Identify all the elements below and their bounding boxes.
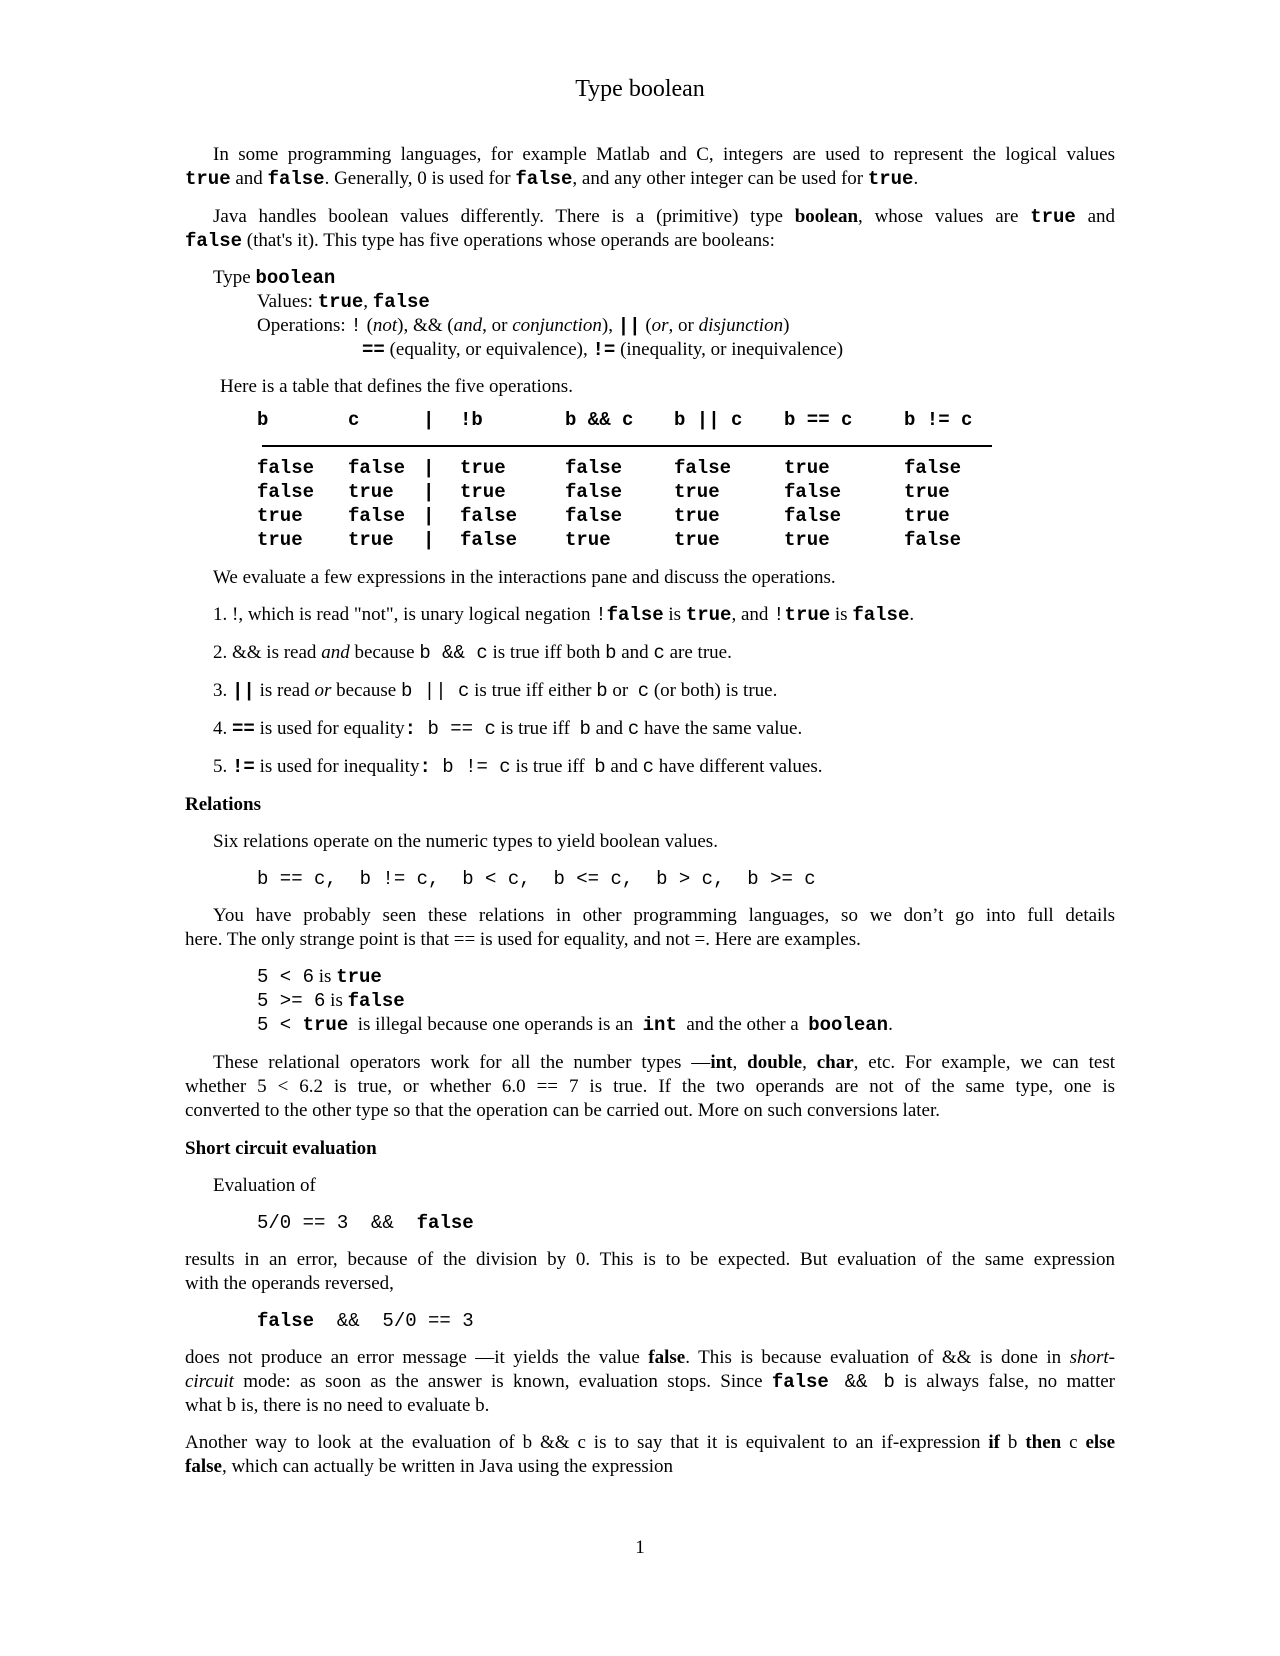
type-operations-line2: == (equality, or equivalence), != (inequality, or inequivalence)	[362, 339, 844, 361]
table-cell: true	[784, 529, 830, 551]
relations-para2-line1: These relational operators work for all the number types —int, double, char, etc. For example, we can test	[213, 1052, 1115, 1073]
para2-line1: Java handles boolean values differently. There is a (primitive) type boolean, whose values are true and	[213, 206, 1116, 228]
list-item-3: 3. || is read or because b || c is true iff either b or c (or both) is true.	[213, 680, 778, 702]
table-cell-separator: |	[423, 529, 435, 551]
list-item-2: 2. && is read and because b && c is true iff both b and c are true.	[213, 642, 732, 664]
relations-example-1: 5 < 6 is true	[257, 966, 382, 988]
table-cell: true	[904, 481, 950, 503]
table-cell: true	[348, 529, 394, 551]
table-cell-separator: |	[423, 481, 435, 503]
table-cell: false	[348, 457, 406, 479]
short-circuit-code-1: 5/0 == 3 && false	[257, 1212, 474, 1234]
table-cell-separator: |	[423, 457, 435, 479]
table-header-c: c	[348, 409, 360, 431]
table-cell: false	[784, 481, 842, 503]
table-cell: false	[348, 505, 406, 527]
page-number: 1	[635, 1537, 645, 1558]
list-item-4: 4. == is used for equality: b == c is true iff b and c have the same value.	[213, 718, 803, 740]
table-cell: false	[565, 457, 623, 479]
table-header-underline	[262, 445, 992, 447]
short-circuit-para1-line2: with the operands reversed,	[185, 1273, 394, 1294]
relations-code: b == c, b != c, b < c, b <= c, b > c, b >= c	[257, 868, 816, 890]
table-cell: false	[460, 505, 518, 527]
short-circuit-para2-line3: what b is, there is no need to evaluate b.	[185, 1395, 490, 1416]
type-operations: Operations: ! (not), && (and, or conjunction), || (or, or disjunction)	[257, 315, 790, 337]
table-header-neq: b != c	[904, 409, 973, 431]
relations-para-line1: You have probably seen these relations in other programming languages, so we don’t go into full details	[213, 905, 1115, 926]
short-circuit-eval-of: Evaluation of	[213, 1175, 316, 1196]
table-cell: true	[257, 505, 303, 527]
table-cell: false	[784, 505, 842, 527]
table-cell: true	[904, 505, 950, 527]
table-cell: true	[348, 481, 394, 503]
table-cell: true	[460, 481, 506, 503]
relations-heading: Relations	[185, 794, 261, 815]
table-cell: true	[674, 505, 720, 527]
table-header-separator: |	[423, 409, 435, 431]
relations-para-line2: here. The only strange point is that == is used for equality, and not =. Here are examples.	[185, 929, 861, 950]
short-circuit-para3-line1: Another way to look at the evaluation of b && c is to say that it is equivalent to an if-expression if b then c else	[185, 1432, 1116, 1453]
table-cell: false	[565, 481, 623, 503]
type-heading: Type boolean	[213, 267, 336, 289]
eval-intro: We evaluate a few expressions in the interactions pane and discuss the operations.	[213, 567, 836, 588]
short-circuit-para2-line1: does not produce an error message —it yields the value false. This is because evaluation of && is done in short-	[185, 1347, 1116, 1368]
table-header-or: b || c	[674, 409, 743, 431]
table-cell: true	[784, 457, 830, 479]
relations-intro: Six relations operate on the numeric types to yield boolean values.	[213, 831, 718, 852]
table-cell: false	[904, 457, 962, 479]
table-header-not-b: !b	[460, 409, 483, 431]
relations-para2-line2: whether 5 < 6.2 is true, or whether 6.0 == 7 is true. If the two operands are not of the same type, one is	[185, 1076, 1115, 1097]
table-cell: false	[904, 529, 962, 551]
para1-line1: In some programming languages, for example Matlab and C, integers are used to represent the logical values	[213, 144, 1115, 165]
table-header-and: b && c	[565, 409, 634, 431]
table-cell: false	[565, 505, 623, 527]
table-cell: true	[674, 529, 720, 551]
table-header-eq: b == c	[784, 409, 853, 431]
table-cell: false	[257, 457, 315, 479]
table-cell: true	[257, 529, 303, 551]
relations-example-3: 5 < true is illegal because one operands is an int and the other a boolean.	[257, 1014, 893, 1036]
relations-example-2: 5 >= 6 is false	[257, 990, 405, 1012]
short-circuit-para2-line2: circuit mode: as soon as the answer is known, evaluation stops. Since false && b is always false, no matter	[185, 1371, 1115, 1393]
table-cell: true	[674, 481, 720, 503]
table-cell: true	[565, 529, 611, 551]
table-intro: Here is a table that defines the five operations.	[220, 376, 573, 397]
table-cell-separator: |	[423, 505, 435, 527]
list-item-5: 5. != is used for inequality: b != c is true iff b and c have different values.	[213, 756, 823, 778]
short-circuit-code-2: false && 5/0 == 3	[257, 1310, 474, 1332]
para2-line2: false (that's it). This type has five operations whose operands are booleans:	[185, 230, 775, 252]
page-title: Type boolean	[575, 76, 705, 102]
table-header-b: b	[257, 409, 269, 431]
relations-para2-line3: converted to the other type so that the operation can be carried out. More on such conversions later.	[185, 1100, 940, 1121]
short-circuit-heading: Short circuit evaluation	[185, 1138, 377, 1159]
table-cell: false	[460, 529, 518, 551]
table-cell: false	[674, 457, 732, 479]
short-circuit-para3-line2: false, which can actually be written in Java using the expression	[185, 1456, 674, 1477]
table-cell: true	[460, 457, 506, 479]
type-values: Values: true, false	[257, 291, 430, 313]
para1-line2: true and false. Generally, 0 is used for false, and any other integer can be used for true.	[185, 168, 919, 190]
short-circuit-para1-line1: results in an error, because of the division by 0. This is to be expected. But evaluation of the same expression	[185, 1249, 1115, 1270]
table-cell: false	[257, 481, 315, 503]
list-item-1: 1. !, which is read "not", is unary logical negation !false is true, and !true is false.	[213, 604, 915, 626]
